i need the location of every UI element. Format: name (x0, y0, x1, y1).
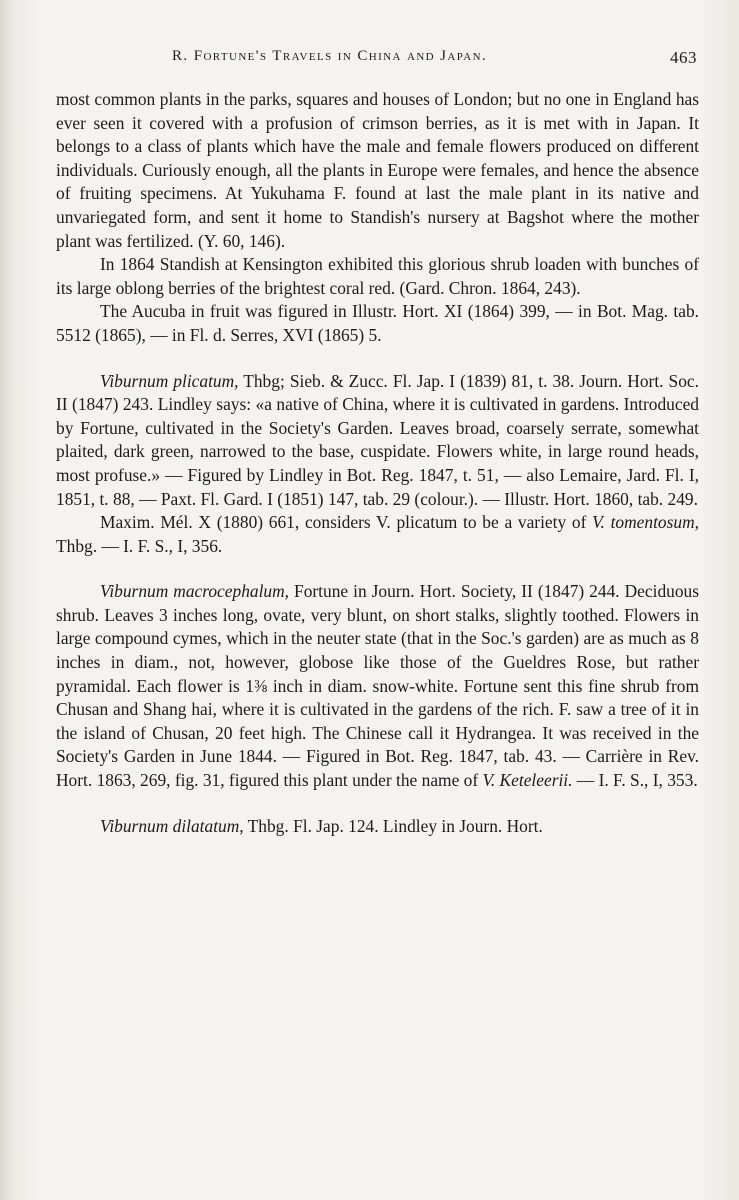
paragraph-maximowicz-note (56, 511, 699, 558)
entry-text: Fortune in Journ. Hort. Society, II (1847) 244. Deciduous shrub. Leaves 3 inches long, ovate, very blunt, on short stalks, slightly toothed. Flowers in large compound cymes, which in the neuter state (that in the Soc.'s garden) are as much as 8 inches in diam., not, however, globose like those of the Gueldres Rose, but rather pyramidal. Each flower is 1⅜ inch in diam. snow-white. Fortune sent this fine shrub from Chusan and Shang hai, where it is cultivated in the gardens of the rich. F. saw a tree of it in the island of Chusan, 20 feet high. The Chinese call it Hydrangea. It was received in the Society's Garden in June 1844. — Figured in Bot. Reg. 1847, tab. 43. — Carrière in Rev. Hort. 1863, 269, fig. 31, figured this plant under the name of (56, 581, 699, 791)
entry-viburnum-dilatatum (56, 815, 699, 839)
species-name: Viburnum dilatatum, (100, 815, 244, 836)
species-name: V. tomentosum, (592, 512, 699, 533)
entry-viburnum-macrocephalum (56, 580, 699, 792)
running-head (172, 48, 697, 68)
entry-text-tail: — I. F. S., I, 353. (572, 770, 698, 791)
species-name: Viburnum macrocephalum, (100, 581, 290, 602)
species-name-keteleerii: V. Keteleerii. (482, 770, 573, 791)
running-title: R. Fortune's Travels in China and Japan. (172, 48, 488, 64)
entry-text: Thbg. Fl. Jap. 124. Lindley in Journ. Hort. (243, 815, 543, 836)
body-text (56, 88, 699, 838)
species-name: Viburnum plicatum, (100, 370, 239, 391)
note-text-tail: Thbg. — I. F. S., I, 356. (56, 535, 223, 556)
paragraph-standish-exhibit: In 1864 Standish at Kensington exhibited this glorious shrub loaden with bunches of its large oblong berries of the brightest coral red. (Gard. Chron. 1864, 243). (56, 254, 699, 298)
entry-viburnum-plicatum (56, 370, 699, 512)
paragraph-aucuba-continued: most common plants in the parks, squares and houses of London; but no one in England has ever seen it covered with a profusion of crimson berries, as it is met with in Japan. It belongs to a class of plants which have the male and female flowers produced on different individuals. Curiously enough, all the plants in Europe were females, and hence the absence of fruiting specimens. At Yukuhama F. found at last the male plant in its native and unvariegated form, and sent it home to Standish's nursery at Bagshot where the mother plant was fertilized. (Y. 60, 146). (56, 89, 699, 251)
note-text: Maxim. Mél. X (1880) 661, considers V. plicatum to be a variety of (100, 512, 593, 533)
paragraph-aucuba-figures: The Aucuba in fruit was figured in Illustr. Hort. XI (1864) 399, — in Bot. Mag. tab. 5512 (1865), — in Fl. d. Serres, XVI (1865) 5. (56, 301, 699, 345)
page-number: 463 (670, 48, 697, 67)
entry-text: Thbg; Sieb. & Zucc. Fl. Jap. I (1839) 81, t. 38. Journ. Hort. Soc. II (1847) 243. Lindley says: «a native of China, where it is cultivated in gardens. Introduced by Fortune, cultivated in the Society's Garden. Leaves broad, coarsely serrate, somewhat plaited, dark green, narrowed to the base, cuspidate. Flowers white, in large round heads, most profuse.» — Figured by Lindley in Bot. Reg. 1847, t. 51, — also Lemaire, Jard. Fl. I, 1851, t. 88, — Paxt. Fl. Gard. I (1851) 147, tab. 29 (colour.). — Illustr. Hort. 1860, tab. 249. (56, 370, 699, 509)
